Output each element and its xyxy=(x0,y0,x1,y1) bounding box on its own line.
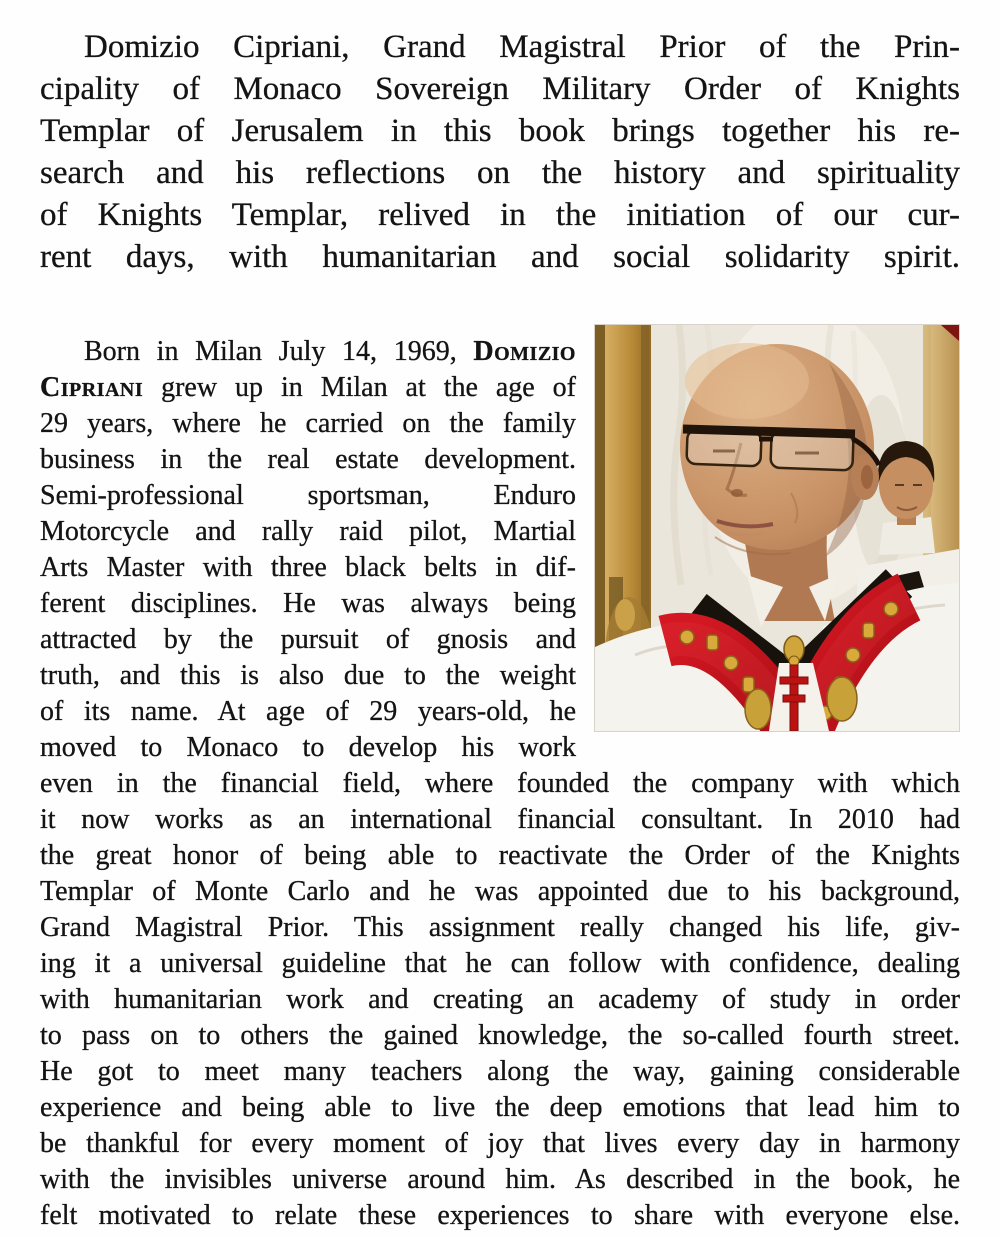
text-line xyxy=(40,1018,960,1054)
text-line xyxy=(40,194,960,236)
text-segment: ing it a universal guideline that he can follow with confidence, dealing xyxy=(40,948,960,979)
text-segment: experience and being able to live the deep emotions that lead him to xyxy=(40,1092,960,1123)
text-segment: cipality of Monaco Sovereign Military Order of Knights xyxy=(40,71,960,107)
intro-paragraph xyxy=(40,26,960,278)
text-segment: search and his reflections on the history and spirituality xyxy=(40,155,960,191)
text-line xyxy=(40,910,960,946)
text-segment: attracted by the pursuit of gnosis and xyxy=(40,624,576,655)
text-segment: be thankful for every moment of joy that lives every day in harmony xyxy=(40,1128,960,1159)
text-segment: moved to Monaco to develop his work xyxy=(40,732,576,763)
text-segment: to pass on to others the gained knowledge, the so-called fourth street. xyxy=(40,1020,960,1051)
text-line xyxy=(40,110,960,152)
text-line xyxy=(40,68,960,110)
text-line xyxy=(40,730,960,766)
text-segment: it now works as an international financial consultant. In 2010 had xyxy=(40,804,960,835)
text-segment: with humanitarian work and creating an academy of study in order xyxy=(40,984,960,1015)
subject-name: Domizio xyxy=(473,336,576,367)
portrait-photo xyxy=(594,324,960,732)
glasses xyxy=(683,429,879,470)
text-segment: truth, and this is also due to the weight xyxy=(40,660,576,691)
text-segment: of Knights Templar, relived in the initiation of our cur- xyxy=(40,197,960,233)
text-segment: Born in Milan July 14, 1969, xyxy=(84,336,474,367)
text-segment: rent days, with humanitarian and social solidarity spirit. xyxy=(40,239,960,275)
text-segment: Semi-professional sportsman, Enduro xyxy=(40,480,576,511)
text-line xyxy=(40,838,960,874)
text-line xyxy=(40,1198,960,1234)
subject-name: Cipriani xyxy=(40,372,144,403)
text-line xyxy=(40,946,960,982)
text-segment: with the invisibles universe around him. As described in the book, he xyxy=(40,1164,960,1195)
text-line xyxy=(40,982,960,1018)
text-segment: Templar of Jerusalem in this book brings together his re- xyxy=(40,113,960,149)
text-line xyxy=(40,766,960,802)
text-segment: 29 years, where he carried on the family xyxy=(40,408,576,439)
text-line xyxy=(40,236,960,278)
text-segment: Domizio Cipriani, Grand Magistral Prior of the Prin- xyxy=(84,29,960,65)
text-segment: Motorcycle and rally raid pilot, Martial xyxy=(40,516,576,547)
text-segment: grew up in Milan at the age of xyxy=(143,372,576,403)
bio-paragraph xyxy=(40,334,960,1234)
text-segment: even in the financial field, where founded the company with which xyxy=(40,768,960,799)
text-line xyxy=(40,874,960,910)
text-segment: the great honor of being able to reactivate the Order of the Knights xyxy=(40,840,960,871)
text-line xyxy=(40,152,960,194)
text-line xyxy=(40,1162,960,1198)
text-line xyxy=(40,1054,960,1090)
text-segment: Arts Master with three black belts in dif- xyxy=(40,552,576,583)
text-line xyxy=(40,1126,960,1162)
text-line xyxy=(40,26,960,68)
text-segment: Templar of Monte Carlo and he was appointed due to his background, xyxy=(40,876,960,907)
text-line xyxy=(40,802,960,838)
text-segment: ferent disciplines. He was always being xyxy=(40,588,576,619)
text-line xyxy=(40,1090,960,1126)
text-segment: business in the real estate development. xyxy=(40,444,576,475)
portrait-photo-illustration xyxy=(595,325,959,731)
text-segment: of its name. At age of 29 years-old, he xyxy=(40,696,576,727)
text-segment: Grand Magistral Prior. This assignment really changed his life, giv- xyxy=(40,912,960,943)
text-segment: He got to meet many teachers along the way, gaining considerable xyxy=(40,1056,960,1087)
text-segment: felt motivated to relate these experiences to share with everyone else. xyxy=(40,1200,960,1231)
